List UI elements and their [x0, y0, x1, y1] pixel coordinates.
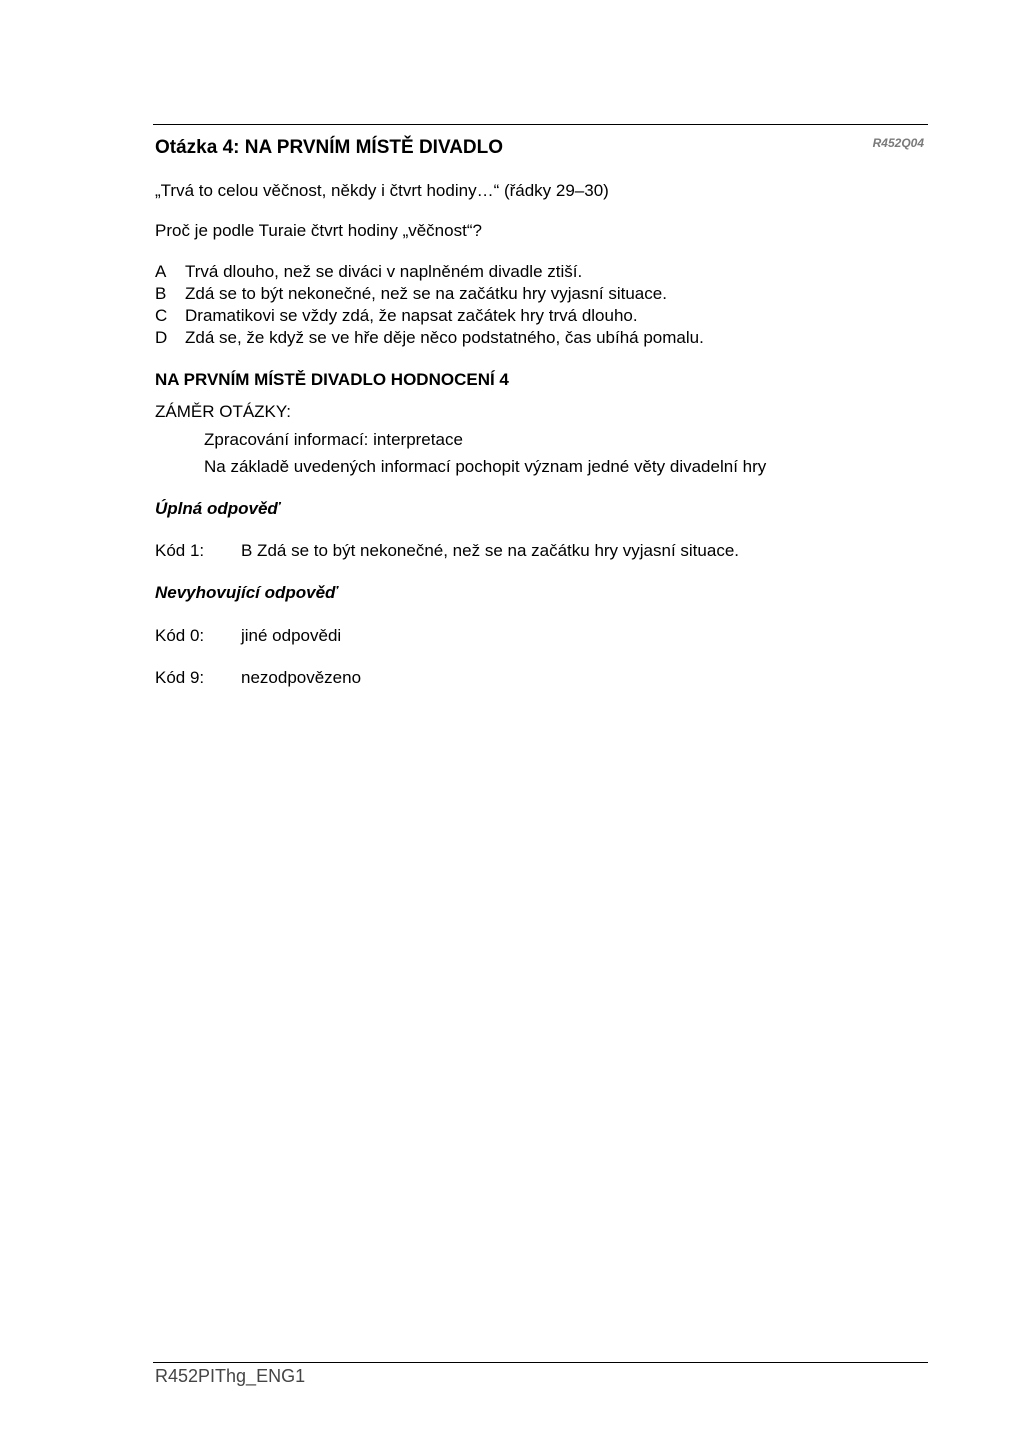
option-text: Dramatikovi se vždy zdá, že napsat začátek hry trvá dlouho. [185, 306, 638, 325]
code-label: Kód 9: [155, 668, 205, 687]
option-text: Zdá se, že když se ve hře děje něco podstatného, čas ubíhá pomalu. [185, 328, 704, 347]
option-letter: C [155, 306, 168, 325]
question-code: R452Q04 [872, 136, 924, 150]
option-text: Trvá dlouho, než se diváci v naplněném divadle ztiší. [185, 262, 583, 281]
option-letter: A [155, 262, 167, 281]
answer-option [155, 283, 704, 305]
answer-option [155, 305, 704, 327]
intent-line: Na základě uvedených informací pochopit význam jedné věty divadelní hry [204, 457, 767, 476]
question-prompt: Proč je podle Turaie čtvrt hodiny „věčnost“? [155, 221, 482, 240]
intent-label: ZÁMĚR OTÁZKY: [155, 402, 292, 421]
code-text: jiné odpovědi [241, 626, 342, 645]
full-credit-heading: Úplná odpověď [155, 499, 280, 518]
answer-options [155, 261, 704, 349]
question-quote: „Trvá to celou věčnost, někdy i čtvrt hodiny…“ (řádky 29–30) [155, 181, 609, 200]
answer-option [155, 327, 704, 349]
answer-option [155, 261, 704, 283]
top-rule [153, 124, 928, 125]
code-label: Kód 1: [155, 541, 205, 560]
code-text: nezodpovězeno [241, 668, 362, 687]
code-text: B Zdá se to být nekonečné, než se na začátku hry vyjasní situace. [241, 541, 739, 560]
code-1-row [155, 541, 739, 561]
code-0-row [155, 626, 341, 646]
bottom-rule [153, 1362, 928, 1363]
scoring-heading: NA PRVNÍM MÍSTĚ DIVADLO HODNOCENÍ 4 [155, 370, 509, 389]
intent-line: Zpracování informací: interpretace [204, 430, 463, 449]
code-label: Kód 0: [155, 626, 205, 645]
footer-doc-id: R452PIThg_ENG1 [155, 1366, 306, 1386]
no-credit-heading: Nevyhovující odpověď [155, 583, 338, 602]
code-9-row [155, 668, 361, 688]
question-title: Otázka 4: NA PRVNÍM MÍSTĚ DIVADLO [155, 137, 504, 158]
option-text: Zdá se to být nekonečné, než se na začátku hry vyjasní situace. [185, 284, 667, 303]
option-letter: D [155, 328, 168, 347]
option-letter: B [155, 284, 167, 303]
